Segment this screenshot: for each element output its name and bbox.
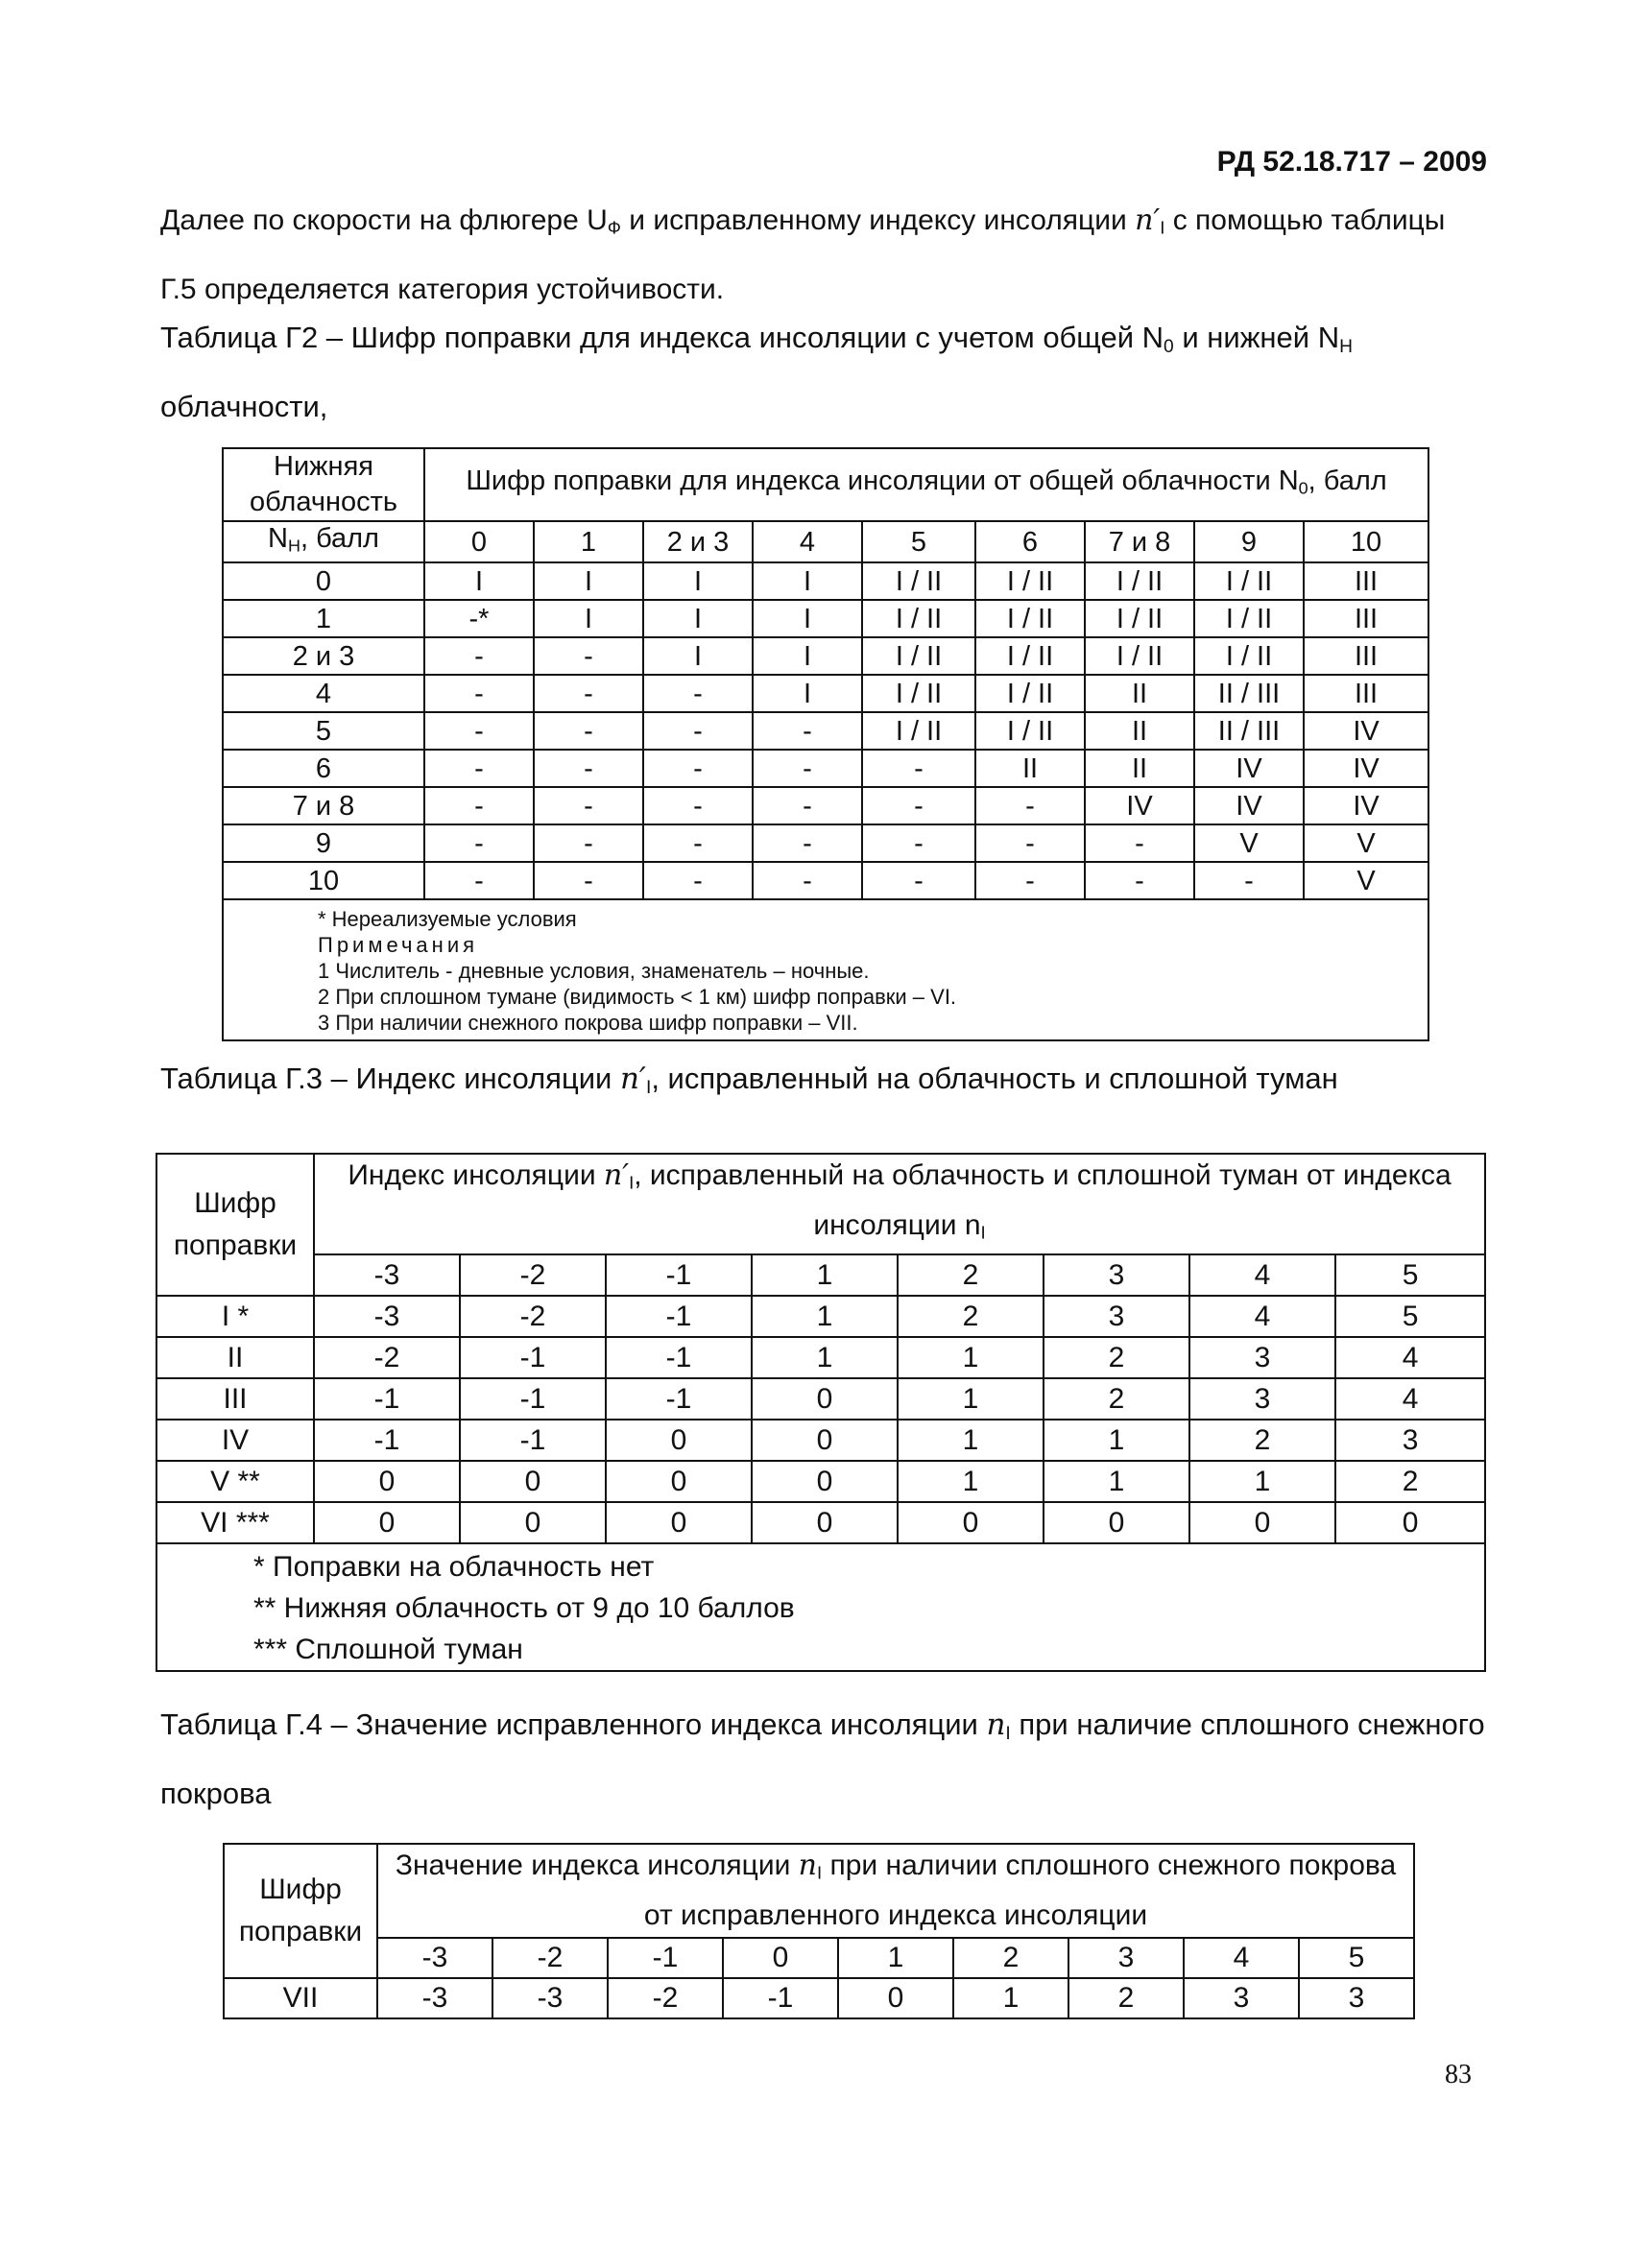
table-row [223,824,1428,862]
table-cell: 2 [1189,1420,1335,1461]
table-cell: II / III [1194,712,1304,750]
column-header-cell: 1 [752,1254,898,1296]
table-row [156,1337,1485,1378]
table-cell: I [534,600,643,637]
table-cell: V [1304,862,1428,899]
table-cell: - [862,787,975,824]
table-cell: 0 [460,1502,606,1543]
column-header-cell: 2 и 3 [643,521,753,562]
column-header-cell: 4 [753,521,862,562]
row-header-unit: $N_Н$, балл [223,521,424,562]
document-code: РД 52.18.717 – 2009 [1216,146,1487,178]
table-row [223,712,1428,750]
table-row [223,637,1428,675]
cloudiness-correction-table [222,447,1429,1041]
column-header-cell: -2 [492,1938,608,1978]
column-header-cell: -1 [606,1254,752,1296]
row-label: VI *** [156,1502,314,1543]
table-cell: - [753,862,862,899]
table-cell: IV [1194,787,1304,824]
table-cell: - [534,637,643,675]
column-header-cell: 7 и 8 [1085,521,1194,562]
table-cell: I [424,562,534,600]
table-cell: 3 [1299,1978,1414,2018]
table3-notes [156,1543,1485,1671]
table-cell: I / II [1194,562,1304,600]
table-cell: II [1085,750,1194,787]
row-label: VII [224,1978,377,2018]
column-header-cell: 10 [1304,521,1428,562]
table-cell: I / II [975,712,1085,750]
table-cell: I / II [975,637,1085,675]
column-header-cell: 4 [1184,1938,1299,1978]
table-cell: 0 [314,1502,460,1543]
table-cell: 4 [1335,1337,1485,1378]
table-cell: - [643,675,753,712]
table-cell: I / II [862,712,975,750]
column-header-cell: 3 [1044,1254,1189,1296]
table-cell: I / II [975,562,1085,600]
table-row [156,1296,1485,1337]
table-cell: 1 [752,1337,898,1378]
table-cell: - [643,824,753,862]
note-continuous-fog: *** Сплошной туман [253,1634,523,1666]
row-label: 6 [223,750,424,787]
table-cell: I / II [1085,600,1194,637]
table-row [223,750,1428,787]
table-cell: - [753,787,862,824]
table-cell: 0 [606,1502,752,1543]
table-cell: - [1085,862,1194,899]
table-cell: -1 [460,1337,606,1378]
column-header-cell: 1 [838,1938,953,1978]
table-cell: 0 [606,1461,752,1502]
table-cell: I [753,637,862,675]
note-unrealizable: * Нереализуемые условия [318,907,577,932]
column-header-cell: 6 [975,521,1085,562]
table-cell: -1 [314,1378,460,1420]
notes-heading: Примечания [318,933,479,958]
note-2: 2 При сплошном тумане (видимость < 1 км) шифр поправки – VI. [318,985,957,1010]
table-cell: 0 [752,1461,898,1502]
table-cell: IV [1304,787,1428,824]
table-cell: III [1304,562,1428,600]
table-cell: - [424,824,534,862]
table-cell: 0 [460,1461,606,1502]
note-lower-cloudiness: ** Нижняя облачность от 9 до 10 баллов [253,1592,795,1625]
column-header-cell: 2 [953,1938,1068,1978]
table-cell: 1 [898,1461,1044,1502]
table-cell: - [862,862,975,899]
table-cell: V [1304,824,1428,862]
row-label: 2 и 3 [223,637,424,675]
table-cell: 2 [1335,1461,1485,1502]
table3-caption: Таблица Г.3 – Индекс инсоляции $n'_I$, исправленный на облачность и сплошной туман [160,1062,1338,1098]
table-cell: I [753,675,862,712]
table-cell: I [643,637,753,675]
table-cell: 2 [1044,1378,1189,1420]
table-cell: -1 [723,1978,838,2018]
table-cell: -1 [606,1296,752,1337]
column-header-cell: 5 [1299,1938,1414,1978]
table-cell: - [424,787,534,824]
row-label: I * [156,1296,314,1337]
table-cell: 1 [898,1420,1044,1461]
table-cell: 3 [1189,1337,1335,1378]
table-cell: 1 [1189,1461,1335,1502]
table-cell: 1 [1044,1461,1189,1502]
table-cell: - [975,824,1085,862]
table-cell: I / II [1085,562,1194,600]
row-label: 1 [223,600,424,637]
table-cell: IV [1194,750,1304,787]
table-cell: II [1085,675,1194,712]
table-cell: 1 [752,1296,898,1337]
table-cell: I / II [862,600,975,637]
row-label: III [156,1378,314,1420]
table2-notes [223,899,1428,1040]
table-cell: 0 [1189,1502,1335,1543]
table-cell: 5 [1335,1296,1485,1337]
table-cell: I / II [1085,637,1194,675]
column-header-total-cloudiness: Шифр поправки для индекса инсоляции от общей облачности $N_0$, балл [424,448,1428,521]
table-row [223,787,1428,824]
column-header-cell: 0 [424,521,534,562]
table-cell: I / II [975,675,1085,712]
table-cell: - [534,787,643,824]
table-cell: 2 [1068,1978,1184,2018]
column-header-cell: 2 [898,1254,1044,1296]
row-header-lower-cloudiness: Нижняя облачность [223,448,424,521]
table-cell: 4 [1189,1296,1335,1337]
table-cell: - [643,750,753,787]
table-cell: - [424,750,534,787]
row-label: 10 [223,862,424,899]
table-cell: 0 [606,1420,752,1461]
row-label: II [156,1337,314,1378]
table-cell: - [975,862,1085,899]
row-header-correction-code: Шифр поправки [156,1154,314,1296]
table-cell: V [1194,824,1304,862]
table-cell: - [534,675,643,712]
table-cell: -1 [606,1378,752,1420]
table-cell: I [643,600,753,637]
table-cell: 0 [838,1978,953,2018]
table-cell: 1 [898,1337,1044,1378]
table-row [223,862,1428,899]
table-cell: - [643,787,753,824]
table-row [224,1978,1414,2018]
table-row [223,600,1428,637]
table-cell: 0 [898,1502,1044,1543]
table-cell: II [975,750,1085,787]
table-cell: I / II [862,675,975,712]
table-cell: - [534,712,643,750]
table-cell: I / II [862,637,975,675]
table-cell: -1 [314,1420,460,1461]
table-cell: - [424,637,534,675]
column-header-cell: -3 [314,1254,460,1296]
table-row [156,1461,1485,1502]
table-cell: 0 [1335,1502,1485,1543]
table-cell: -2 [314,1337,460,1378]
table-cell: - [534,750,643,787]
table-cell: - [424,712,534,750]
table-row [223,675,1428,712]
table-row [156,1502,1485,1543]
snow-cover-index-table [223,1843,1415,2019]
fog-corrected-index-table [156,1153,1486,1672]
table-cell: -1 [606,1337,752,1378]
table-cell: I [753,600,862,637]
table-cell: I [534,562,643,600]
table-cell: - [862,824,975,862]
table-cell: - [424,675,534,712]
table-cell: - [862,750,975,787]
table-cell: I [753,562,862,600]
row-label: IV [156,1420,314,1461]
note-1: 1 Числитель - дневные условия, знаменатель – ночные. [318,959,870,984]
table-cell: III [1304,637,1428,675]
table2-caption: Таблица Г2 – Шифр поправки для индекса инсоляции с учетом общей $N_0$ и нижней $N_Н$ облачности, [160,321,1353,423]
column-header-cell: 3 [1068,1938,1184,1978]
table-cell: - [1085,824,1194,862]
row-label: 5 [223,712,424,750]
column-header-cell: 0 [723,1938,838,1978]
table-cell: 1 [898,1378,1044,1420]
table-cell: 3 [1184,1978,1299,2018]
table-cell: - [534,862,643,899]
column-header-cell: 5 [862,521,975,562]
table-cell: - [753,750,862,787]
table-cell: -2 [608,1978,723,2018]
column-header-cell: 5 [1335,1254,1485,1296]
table-cell: 0 [314,1461,460,1502]
table-cell: I / II [975,600,1085,637]
row-label: 0 [223,562,424,600]
column-header-cell: -1 [608,1938,723,1978]
table-cell: II [1085,712,1194,750]
table-cell: -1 [460,1420,606,1461]
column-header-cell: 1 [534,521,643,562]
row-label: V ** [156,1461,314,1502]
note-no-correction: * Поправки на облачность нет [253,1551,655,1584]
table-cell: I / II [1194,637,1304,675]
row-label: 4 [223,675,424,712]
table-cell: I [643,562,753,600]
column-header-cell: -3 [377,1938,492,1978]
column-header-cell: 9 [1194,521,1304,562]
table-cell: 1 [1044,1420,1189,1461]
table-cell: - [643,862,753,899]
table-cell: - [753,712,862,750]
table-cell: IV [1304,750,1428,787]
table-cell: 4 [1335,1378,1485,1420]
table-cell: II / III [1194,675,1304,712]
table-cell: 3 [1335,1420,1485,1461]
table-cell: -3 [492,1978,608,2018]
table-cell: 0 [752,1378,898,1420]
column-header-cell: 4 [1189,1254,1335,1296]
table-cell: -2 [460,1296,606,1337]
table-cell: - [534,824,643,862]
table-cell: 1 [953,1978,1068,2018]
table-cell: 3 [1044,1296,1189,1337]
row-header-correction-code: Шифр поправки [224,1844,377,1978]
table-cell: 0 [1044,1502,1189,1543]
note-3: 3 При наличии снежного покрова шифр поправки – VII. [318,1011,858,1036]
column-header-snow-index: Значение индекса инсоляции $n_I$ при наличии сплошного снежного покрова от исправленного индекса инсоляции [377,1844,1414,1938]
table-row [156,1420,1485,1461]
table-cell: III [1304,600,1428,637]
row-label: 9 [223,824,424,862]
table-cell: 2 [898,1296,1044,1337]
table-cell: -* [424,600,534,637]
table-cell: - [424,862,534,899]
table-cell: - [1194,862,1304,899]
table-cell: 3 [1189,1378,1335,1420]
table-row [156,1378,1485,1420]
table-cell: -1 [460,1378,606,1420]
page-number: 83 [1445,2060,1472,2089]
table-cell: 2 [1044,1337,1189,1378]
column-header-insolation-index: Индекс инсоляции $n'_I$, исправленный на облачность и сплошной туман от индекса инсоляции $n_I$ [314,1154,1485,1254]
intro-paragraph: Далее по скорости на флюгере $U_Ф$ и исправленному индексу инсоляции $n'_I$ с помощью таблицы Г.5 определяется категория устойчивости. [160,203,1446,305]
table-cell: 0 [752,1420,898,1461]
table-cell: -3 [314,1296,460,1337]
table-row [223,562,1428,600]
table-cell: - [643,712,753,750]
column-header-cell: -2 [460,1254,606,1296]
table-cell: IV [1085,787,1194,824]
table-cell: I / II [862,562,975,600]
table4-caption: Таблица Г.4 – Значение исправленного индекса инсоляции $n_I$ при наличие сплошного снежного покрова [160,1707,1485,1810]
table-cell: III [1304,675,1428,712]
table-cell: - [975,787,1085,824]
table-cell: I / II [1194,600,1304,637]
row-label: 7 и 8 [223,787,424,824]
table-cell: IV [1304,712,1428,750]
table-cell: -3 [377,1978,492,2018]
table-cell: 0 [752,1502,898,1543]
table-cell: - [753,824,862,862]
